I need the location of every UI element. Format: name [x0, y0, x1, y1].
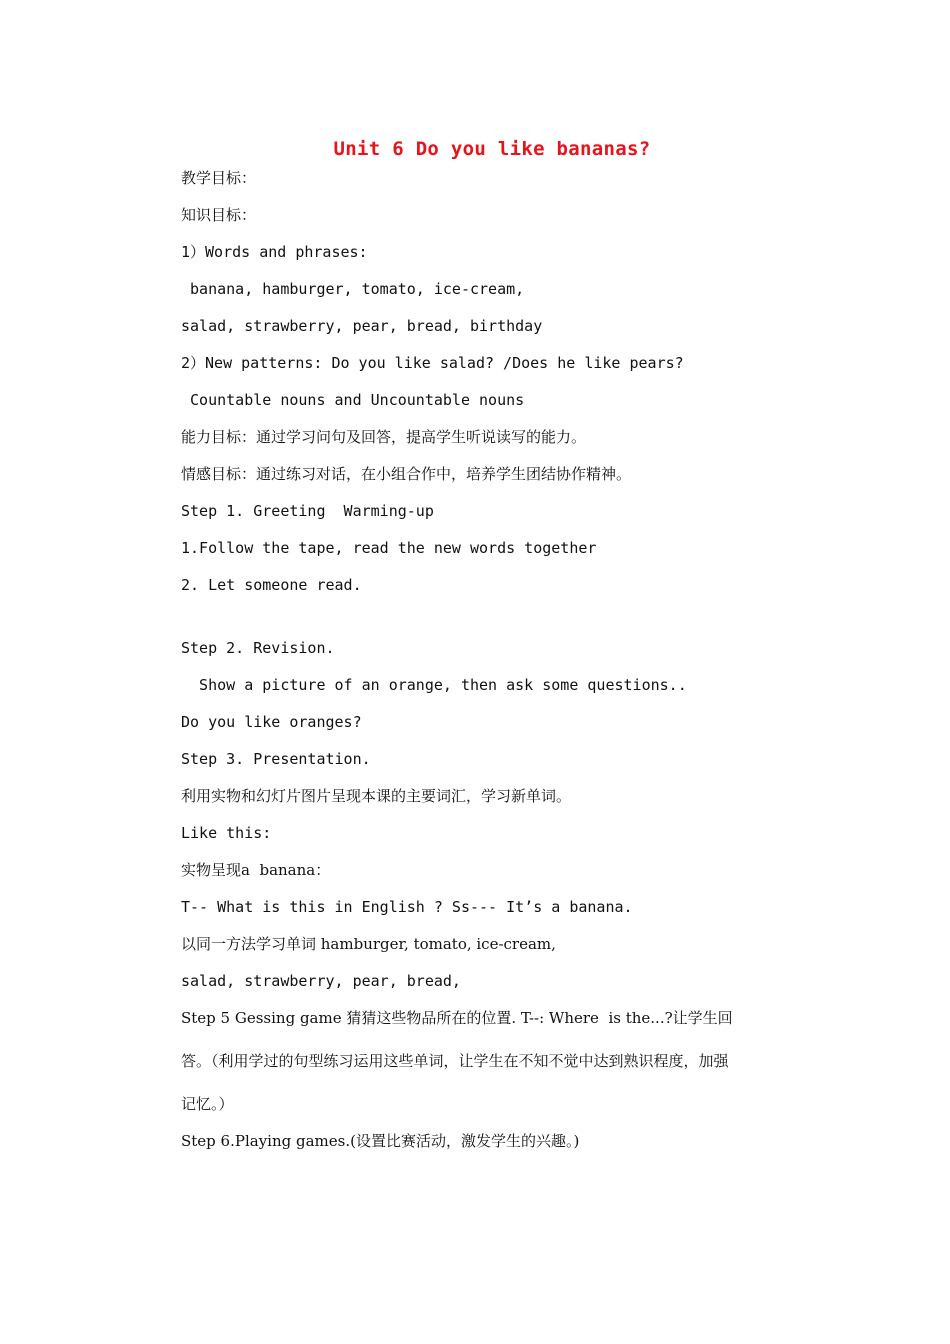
- text-line: 1）Words and phrases:: [181, 243, 368, 261]
- text-line: banana, hamburger, tomato, ice-cream,: [181, 280, 525, 298]
- text-line: 教学目标：: [181, 169, 257, 187]
- text-line: 利用实物和幻灯片图片呈现本课的主要词汇，学习新单词。: [181, 787, 572, 805]
- text-line: 能力目标：通过学习问句及回答，提高学生听说读写的能力。: [181, 428, 587, 446]
- text-line: Step 6.Playing games.(设置比赛活动，激发学生的兴趣。): [181, 1132, 580, 1150]
- text-line: 记忆。）: [181, 1095, 234, 1113]
- text-line: 答。（利用学过的句型练习运用这些单词，让学生在不知不觉中达到熟识程度，加强: [181, 1052, 729, 1070]
- text-line: 1.Follow the tape, read the new words together: [181, 539, 597, 557]
- text-line: T-- What is this in English ? Ss--- It’s a banana.: [181, 898, 633, 916]
- text-line: 2. Let someone read.: [181, 576, 362, 594]
- text-line: Show a picture of an orange, then ask some questions..: [181, 676, 687, 694]
- text-line: Step 2. Revision.: [181, 639, 335, 657]
- text-line: 知识目标：: [181, 206, 257, 224]
- text-line: 实物呈现a banana：: [181, 861, 331, 879]
- text-line: Countable nouns and Uncountable nouns: [181, 391, 525, 409]
- text-line: Do you like oranges?: [181, 713, 362, 731]
- text-line: Step 1. Greeting Warming-up: [181, 502, 434, 520]
- text-line: Step 5 Gessing game 猜猜这些物品所在的位置. T--: Where is the...?让学生回: [181, 1009, 733, 1027]
- text-line: 情感目标：通过练习对话，在小组合作中，培养学生团结协作精神。: [181, 465, 632, 483]
- text-line: Step 3. Presentation.: [181, 750, 371, 768]
- text-line: salad, strawberry, pear, bread,: [181, 972, 461, 990]
- text-line: Like this:: [181, 824, 272, 842]
- text-line: 以同一方法学习单词 hamburger, tomato, ice-cream,: [181, 935, 556, 953]
- text-line: salad, strawberry, pear, bread, birthday: [181, 317, 543, 335]
- text-line: 2）New patterns: Do you like salad? /Does he like pears?: [181, 354, 684, 372]
- document-title: Unit 6 Do you like bananas?: [333, 138, 651, 160]
